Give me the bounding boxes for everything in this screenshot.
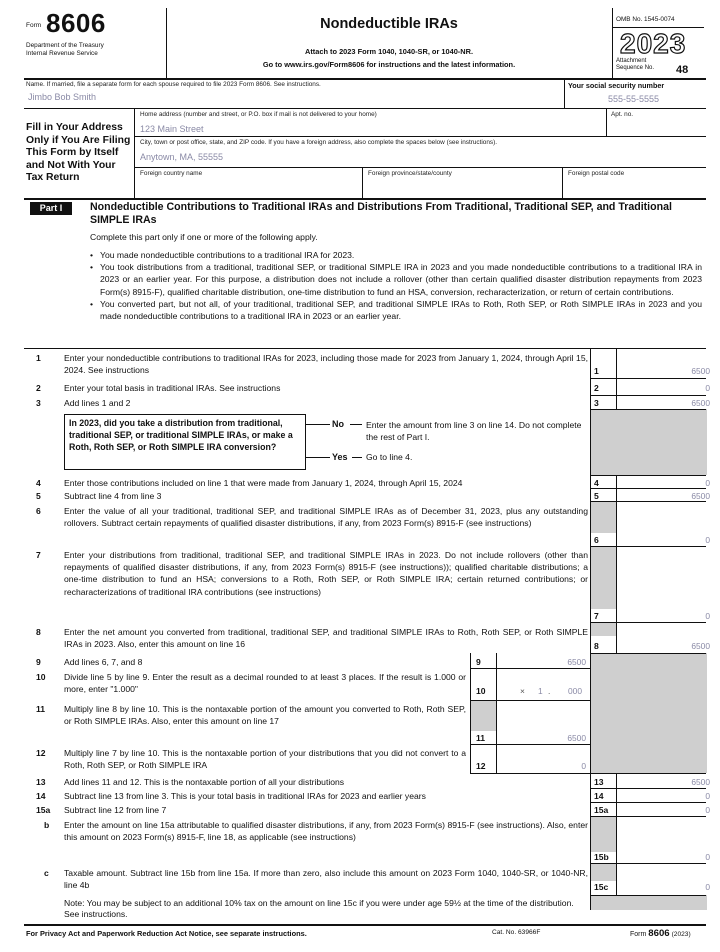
city-state-zip[interactable]: Anytown, MA, 55555 [140, 152, 224, 162]
form-number: 8606 [46, 8, 106, 38]
fill-in-address-label: Fill in Your Address Only if You Are Filing This Form by Itself and Not With Your Tax Return [26, 122, 131, 184]
part1-intro: Complete this part only if one or more of the following apply. [90, 232, 318, 242]
omb-number: OMB No. 1545-0074 [616, 16, 675, 23]
line-15c-note: Note: You may be subject to an additional 10% tax on the amount on line 15c if you were under age 59½ at the time of the distribution. See instructions. [64, 898, 574, 919]
attach-instruction: Attach to 2023 Form 1040, 1040-SR, or 1040-NR. [305, 47, 473, 56]
line-10-whole[interactable]: 1 [538, 686, 543, 696]
home-address[interactable]: 123 Main Street [140, 124, 204, 134]
line-15c-amount[interactable]: 0 [705, 882, 710, 892]
multiply-sign: × [520, 686, 525, 696]
home-address-label: Home address (number and street, or P.O. box if mail is not delivered to your home) [140, 111, 377, 118]
line-8-amount[interactable]: 6500 [691, 641, 710, 651]
goto-instruction: Go to www.irs.gov/Form8606 for instructions and the latest information. [262, 60, 516, 69]
foreign-postal-label: Foreign postal code [568, 170, 625, 177]
part1-tag: Part I [30, 202, 72, 215]
apt-label: Apt. no. [611, 111, 634, 118]
attachment-seq-label: Attachment Sequence No. [616, 58, 655, 71]
privacy-notice: For Privacy Act and Paperwork Reduction Act Notice, see separate instructions. [26, 929, 307, 938]
line-7-amount[interactable]: 0 [705, 611, 710, 621]
bullet-item: • You converted part, but not all, of your traditional, traditional SEP, and traditional SIMPLE IRAs to Roth, Roth SEP, or Roth SIMPLE IRAs in 2023 and you made nondeductible contributions to a traditional IRA in 2023 or an earlier year. [90, 298, 702, 322]
line-15a-amount[interactable]: 0 [705, 805, 710, 815]
line-12-amount[interactable]: 0 [581, 761, 586, 771]
bullet-item: • You made nondeductible contributions to a traditional IRA for 2023. [90, 250, 355, 260]
answer-yes-text: Go to line 4. [366, 452, 413, 462]
line-3-amount[interactable]: 6500 [691, 398, 710, 408]
line-2-amount[interactable]: 0 [705, 383, 710, 393]
department: Department of the Treasury Internal Revenue Service [26, 42, 104, 57]
attachment-seq: 48 [676, 64, 689, 76]
foreign-province-label: Foreign province/state/county [368, 170, 452, 177]
bullet-item: • You took distributions from a traditional, traditional SEP, or traditional SIMPLE IRA in 2023 and you made nondeductible contributions to a traditional IRA in 2023 or an earlier year. For this purpose, a distribution does not include a rollover (other than certain qualified disaster distribution repayments from 2023 Form(s) 8915-F), qualified charitable distribution, one-time distribution to fund an HSA, conversion, recharacterization, or return of certain contributions. [90, 262, 702, 297]
part1-title: Nondeductible Contributions to Traditional IRAs and Distributions From Traditional, Traditional SEP, and Traditional SIMPLE IRAs [90, 201, 672, 226]
line-14-amount[interactable]: 0 [705, 791, 710, 801]
foreign-country-label: Foreign country name [140, 170, 203, 177]
line-15b-amount[interactable]: 0 [705, 852, 710, 862]
line-9-amount[interactable]: 6500 [567, 657, 586, 667]
form-label: Form [26, 22, 42, 29]
line-11-amount[interactable]: 6500 [567, 733, 586, 743]
part1-bullets [90, 249, 702, 322]
line-4-amount[interactable]: 0 [705, 478, 710, 488]
tax-year: 2023 [620, 28, 687, 59]
catalog-number: Cat. No. 63966F [492, 929, 541, 936]
question-text: In 2023, did you take a distribution from traditional, traditional SEP, or traditional SIMPLE IRAs, or make a Roth, Roth SEP, or Roth SIMPLE IRA conversion? [64, 414, 306, 470]
taxpayer-name[interactable]: Jimbo Bob Smith [28, 92, 97, 102]
city-label: City, town or post office, state, and ZIP code. If you have a foreign address, also complete the spaces below (see instructions). [140, 139, 497, 146]
form-title: Nondeductible IRAs [320, 16, 458, 32]
footer-form-id: Form 8606 (2023) [630, 928, 691, 939]
line-13-amount[interactable]: 6500 [691, 777, 710, 787]
name-label: Name. If married, file a separate form for each spouse required to file 2023 Form 8606. See instructions. [26, 81, 321, 88]
answer-yes: Yes [332, 452, 348, 462]
decimal-point: . [548, 686, 551, 696]
line-1-amount[interactable]: 6500 [691, 366, 710, 376]
ssn-label: Your social security number [568, 81, 665, 90]
taxpayer-ssn[interactable]: 555-55-5555 [608, 94, 660, 104]
line-5-amount[interactable]: 6500 [691, 491, 710, 501]
line-6-amount[interactable]: 0 [705, 535, 710, 545]
answer-no: No [332, 419, 344, 429]
line-10-decimal[interactable]: 000 [568, 686, 582, 696]
answer-no-text: Enter the amount from line 3 on line 14. Do not complete the rest of Part I. [366, 420, 582, 442]
